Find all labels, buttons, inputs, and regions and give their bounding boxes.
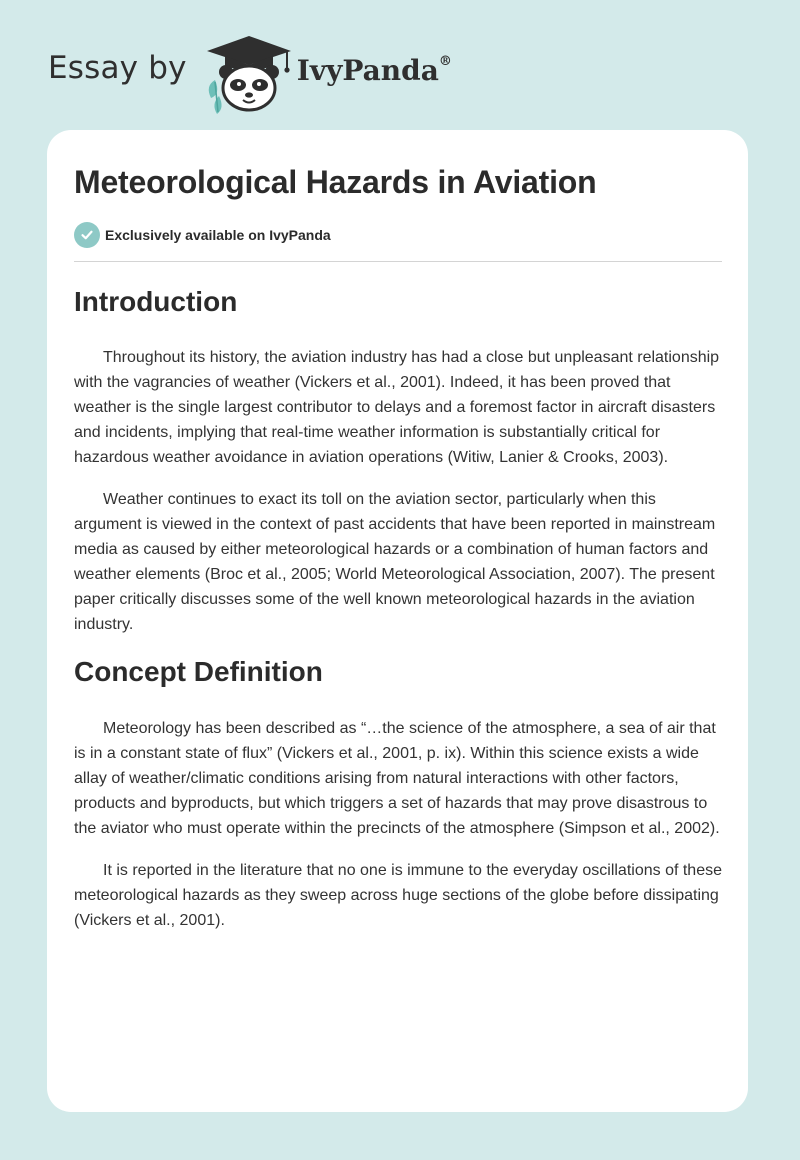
paragraph: Weather continues to exact its toll on the aviation sector, particularly when this argument is viewed in the context of past accidents that have been reported in mainstream media as caused by either meteorological hazards or a combination of human factors and weather elements (Broc et al., 2005; World Meteorological Association, 2007). The present paper critically discusses some of the well known meteorological hazards in the aviation industry. xyxy=(74,491,716,633)
registered-mark: ® xyxy=(438,54,452,70)
paragraph: Throughout its history, the aviation industry has had a close but unpleasant relationship with the vagrancies of weather (Vickers et al., 2001). Indeed, it has been proved that weather is the single largest contributor to delays and a foremost factor in aircraft disasters and incidents, implying that real-time weather information is substantially critical for hazardous weather avoidance in aviation operations (Witiw, Lanier & Crooks, 2003). xyxy=(74,349,720,466)
exclusive-badge xyxy=(74,222,331,248)
essay-by-label: Essay by xyxy=(48,50,187,86)
essay-body xyxy=(74,280,722,933)
paragraph: Meteorology has been described as “…the science of the atmosphere, a sea of air that is in a constant state of flux” (Vickers et al., 2001, p. ix). Within this science exists a wide allay of weather/climatic conditions arising from natural interactions with other factors, products and byproducts, but which triggers a set of hazards that may prove disastrous to the aviator who must operate within the precincts of the atmosphere (Simpson et al., 2002). xyxy=(74,720,720,837)
panda-graduation-cap-icon xyxy=(203,34,295,114)
title-divider xyxy=(74,261,722,262)
brand-header[interactable] xyxy=(48,34,452,114)
page-title: Meteorological Hazards in Aviation xyxy=(74,164,597,200)
brand-name: IvyPanda® xyxy=(296,53,452,87)
checkmark-icon xyxy=(74,222,100,248)
essay-card xyxy=(47,130,748,1112)
exclusive-badge-text: Exclusively available on IvyPanda xyxy=(105,227,331,243)
section-heading-concept-definition: Concept Definition xyxy=(74,656,323,687)
section-heading-introduction: Introduction xyxy=(74,286,238,317)
paragraph: It is reported in the literature that no one is immune to the everyday oscillations of these meteorological hazards as they sweep across huge sections of the globe before dissipating (Vickers et al., 2001). xyxy=(74,862,722,929)
